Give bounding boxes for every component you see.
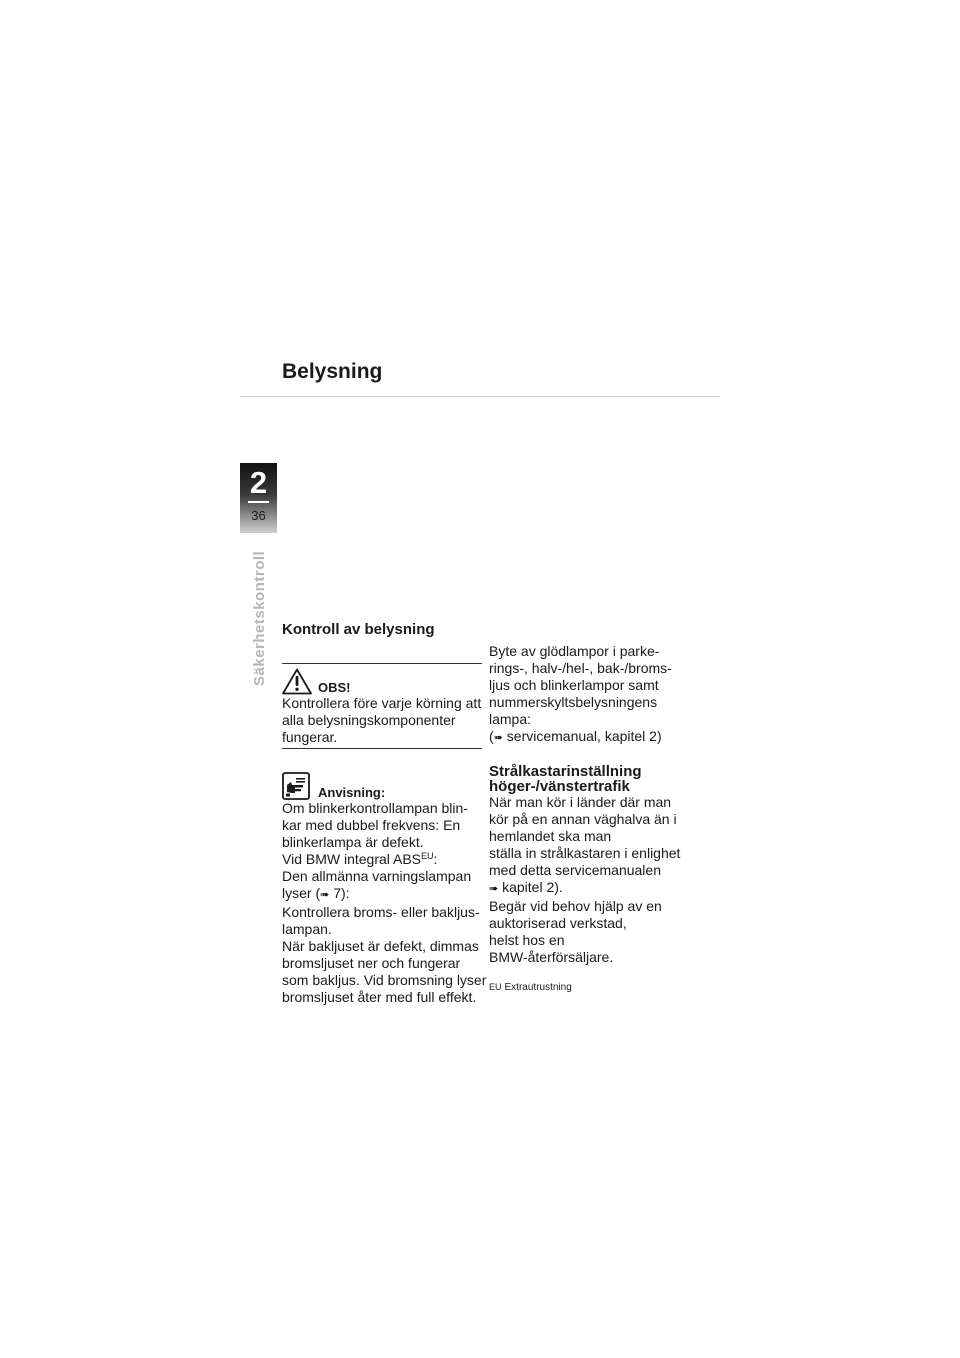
title-divider bbox=[240, 396, 720, 397]
chapter-tab bbox=[240, 463, 277, 533]
body-text-line: auktoriserad verkstad, bbox=[489, 915, 627, 931]
body-text-line: Begär vid behov hjälp av en bbox=[489, 898, 662, 914]
note-text-line: Den allmänna varningslampan bbox=[282, 868, 472, 884]
section-heading: Kontroll av belysning bbox=[282, 621, 435, 638]
intro-text-line: nummerskyltsbelysningens bbox=[489, 694, 658, 710]
lamp-ref-line bbox=[282, 885, 482, 904]
warning-text-line: fungerar. bbox=[282, 729, 338, 745]
reference-arrow-icon: ➠ bbox=[489, 883, 499, 895]
body-text-line: helst hos en bbox=[489, 932, 565, 948]
note-text-line: blinkerlampa är defekt. bbox=[282, 834, 424, 850]
warning-label: OBS! bbox=[318, 680, 351, 695]
body-text-line: BMW-återförsäljare. bbox=[489, 949, 614, 965]
note-text-line: lampan. bbox=[282, 921, 332, 937]
chapter-divider bbox=[248, 501, 269, 503]
abs-suffix: : bbox=[433, 851, 438, 867]
subheading-line: höger-/vänstertrafik bbox=[489, 778, 630, 795]
footnote bbox=[489, 981, 694, 994]
left-column bbox=[282, 620, 487, 1006]
warning-text-line: alla belysningskomponenter bbox=[282, 712, 456, 728]
page-number: 36 bbox=[251, 508, 266, 523]
footnote-mark: EU bbox=[489, 982, 502, 992]
reference-arrow-icon: ➠ bbox=[320, 889, 330, 901]
side-section-label: Säkerhetskontroll bbox=[251, 550, 268, 686]
note-text-line: kar med dubbel frekvens: En bbox=[282, 817, 461, 833]
warning-triangle-icon bbox=[282, 668, 312, 695]
chapter-ref-text: kapitel 2). bbox=[498, 879, 563, 895]
service-ref-prefix: ( bbox=[489, 728, 494, 744]
footnote-text: Extrautrustning bbox=[504, 982, 572, 993]
note-text-line: som bakljus. Vid bromsning lyser bbox=[282, 972, 487, 988]
body-text-line: ställa in strålkastaren i enlighet bbox=[489, 845, 681, 861]
subheading-line: Strålkastarinställning bbox=[489, 763, 642, 780]
lamp-ref-suffix: 7): bbox=[329, 885, 350, 901]
intro-text-line: lampa: bbox=[489, 711, 532, 727]
abs-line bbox=[282, 851, 482, 868]
body-text-line: med detta servicemanualen bbox=[489, 862, 661, 878]
chapter-ref-line bbox=[489, 879, 694, 898]
eu-marker: EU bbox=[421, 851, 434, 861]
body-text-line: kör på en annan väghalva än i bbox=[489, 811, 677, 827]
note-text-line: bromsljuset åter med full effekt. bbox=[282, 989, 477, 1005]
note-block bbox=[282, 770, 487, 1006]
chapter-number: 2 bbox=[249, 465, 268, 500]
lamp-ref-prefix: lyser ( bbox=[282, 885, 321, 901]
subsection-heading bbox=[489, 764, 694, 794]
warning-text-line: Kontrollera före varje körning att bbox=[282, 695, 482, 711]
page-title: Belysning bbox=[282, 360, 383, 383]
intro-text-line: Byte av glödlampor i parke- bbox=[489, 643, 660, 659]
note-text-line: Kontrollera broms- eller bakljus- bbox=[282, 904, 480, 920]
note-text-line: bromsljuset ner och fungerar bbox=[282, 955, 461, 971]
reference-arrow-icon: ➠ bbox=[493, 732, 503, 744]
warning-box bbox=[282, 663, 482, 749]
intro-text-line: ljus och blinkerlampor samt bbox=[489, 677, 659, 693]
intro-text-line: rings-, halv-/hel-, bak-/broms- bbox=[489, 660, 672, 676]
right-column bbox=[489, 643, 694, 994]
note-text-line: Om blinkerkontrollampan blin- bbox=[282, 800, 468, 816]
abs-text: Vid BMW integral ABS bbox=[282, 851, 422, 867]
note-text-line: När bakljuset är defekt, dimmas bbox=[282, 938, 479, 954]
service-ref-text: servicemanual, kapitel 2) bbox=[502, 728, 662, 744]
service-ref-line bbox=[489, 728, 694, 747]
note-label: Anvisning: bbox=[318, 785, 386, 800]
body-text-line: När man kör i länder där man bbox=[489, 794, 672, 810]
body-text-line: hemlandet ska man bbox=[489, 828, 612, 844]
note-hand-icon bbox=[282, 772, 310, 800]
